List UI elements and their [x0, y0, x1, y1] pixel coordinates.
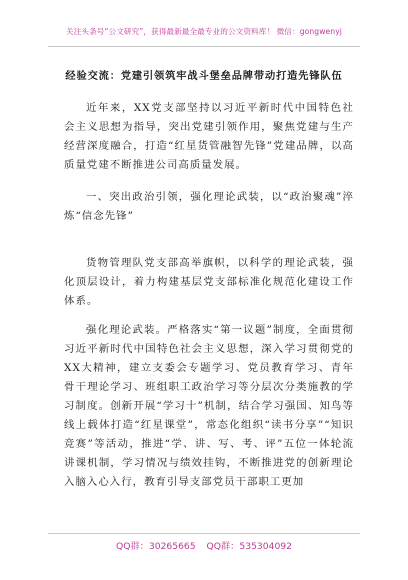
header-banner: 关注头条号“公文研究”，获得最新最全最专业的公文资料库！ 微信：gongwenyj [66, 27, 342, 36]
paragraph-section-1: 货物管理队党支部高举旗帜，以科学的理论武装，强化顶层设计，着力构建基层党支部标准化规范化建设工作体系。 [64, 257, 354, 307]
paragraph-theory: 强化理论武装。严格落实“第一议题”制度，全面贯彻习近平新时代中国特色社会主义思想，深入学习贯彻党的XX大精神，建立支委会专题学习、党员教育学习、青年骨干理论学习、班组职工政治学习等分层次分类施教的学习制度。创新开展“学习十”机制，结合学习强国、知鸟等线上载体打造“红星课堂”，常态化组织“读书分享”“知识竞赛”等活动，推进“学、讲、写、考、评”五位一体轮流讲课机制，学习情况与绩效挂钩，不断推进党的创新理论入脑入心入行，教育引导支部党员干部职工更加 [64, 324, 354, 488]
paragraph-intro: 近年来，XX党支部坚持以习近平新时代中国特色社会主义思想为指导，突出党建引领作用，聚焦党建与生产经营深度融合，打造“红星货管融智先锋”党建品牌，以高质量党建不断推进公司高质量发展。 [64, 102, 354, 171]
qq-label-2: QQ群： [206, 541, 240, 552]
qq-group-1 [116, 541, 196, 552]
header-divider [48, 46, 360, 47]
qq-group-2 [207, 541, 292, 552]
footer-divider [48, 533, 360, 534]
qq-label-1: QQ群： [116, 541, 149, 552]
section-heading-1: 一、突出政治引领，强化理论武装，以“政治聚魂”淬炼“信念先锋” [64, 191, 354, 222]
qq-number-2: 535304092 [239, 541, 292, 552]
document-title: 经验交流：党建引领筑牢战斗堡垒品牌带动打造先锋队伍 [65, 70, 343, 82]
qq-number-1: 30265665 [148, 541, 196, 552]
footer-qq-groups [0, 538, 408, 552]
